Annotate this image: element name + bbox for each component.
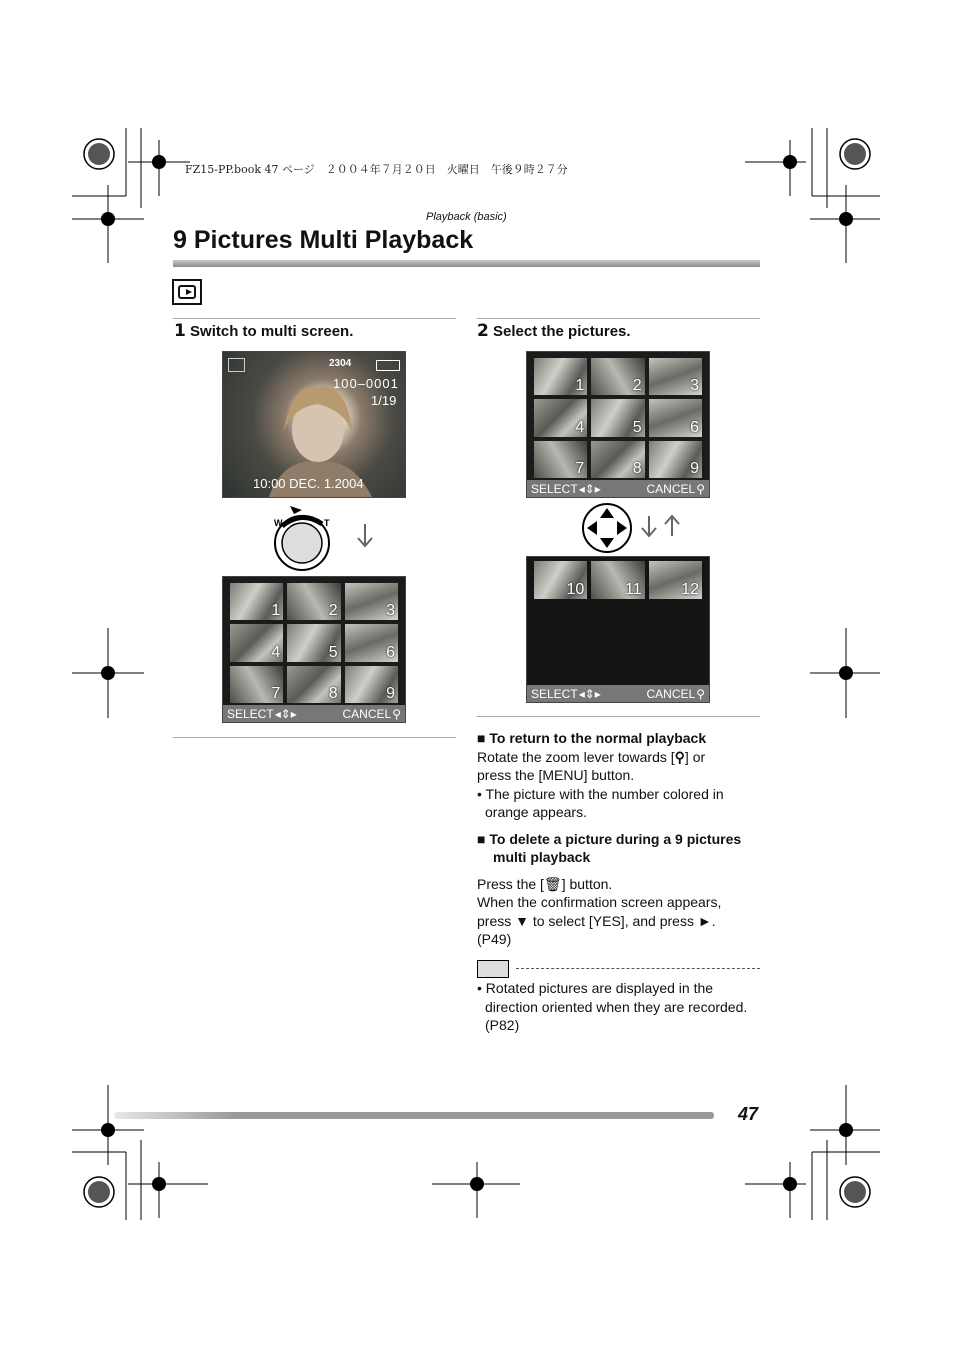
step1-number: 1 [174, 321, 186, 341]
thumbnail-number: 6 [690, 418, 699, 436]
file-number: 100–0001 [333, 376, 399, 391]
select-label: SELECT [531, 686, 578, 701]
memo-block [477, 979, 762, 1035]
step2-heading [477, 321, 631, 341]
delete-line-2: When the confirmation screen appears, [477, 894, 722, 910]
return-text-1: Rotate the zoom lever towards [ [477, 748, 675, 765]
step2-rule [477, 318, 760, 319]
thumbnail[interactable] [591, 399, 644, 436]
delete-line-4: (P49) [477, 931, 512, 947]
thumbnail-number: 1 [271, 602, 281, 620]
date-time: 10:00 DEC. 1.2004 [253, 476, 364, 491]
magnifier-icon: ⚲ [674, 748, 685, 765]
footer-bar [114, 1112, 714, 1119]
screen3-menu-bar [527, 685, 709, 702]
cancel-label: CANCEL [646, 481, 696, 496]
picture-counter: 1/19 [371, 393, 397, 408]
thumbnail-number: 9 [690, 460, 699, 477]
return-heading: To return to the normal playback [489, 730, 707, 746]
thumbnail[interactable] [345, 666, 398, 703]
step1-text: Switch to multi screen. [190, 323, 354, 340]
thumbnail-number: 2 [328, 602, 338, 620]
memo-bullet-1: • Rotated pictures are displayed in the [477, 980, 714, 996]
thumbnail[interactable] [534, 358, 587, 395]
thumbnail[interactable] [534, 561, 587, 599]
thumbnail[interactable] [230, 624, 283, 661]
thumbnail-number: 2 [632, 377, 642, 395]
thumbnail-number: 4 [271, 643, 281, 661]
thumbnail-number: 5 [328, 643, 338, 661]
cursor-button-illustration [580, 502, 690, 554]
thumbnail-number: 7 [271, 685, 281, 702]
delete-line-1b: ] button. [561, 875, 613, 892]
screen2-menu-bar [527, 480, 709, 497]
playback-mode-icon [172, 279, 202, 305]
return-text-row [477, 748, 762, 767]
thumbnail-number: 3 [386, 602, 395, 620]
return-text-2: ] or [684, 748, 706, 765]
thumbnail[interactable] [230, 666, 283, 703]
thumbnail-number: 8 [328, 685, 338, 702]
delete-heading-row: ■ To delete a picture during a 9 pictures [477, 830, 742, 847]
memo-bullet-3: (P82) [485, 1017, 520, 1033]
select-label: SELECT [227, 706, 274, 721]
delete-line-1a: Press the [ [477, 875, 544, 892]
memo-icon [477, 960, 509, 978]
thumbnail-number: 11 [625, 581, 642, 598]
step2-text: Select the pictures. [493, 323, 631, 340]
title-underline [173, 260, 760, 267]
memo-bullet-2: direction oriented when they are recorded. [485, 998, 748, 1015]
thumbnail[interactable] [287, 624, 340, 661]
multi-playback-screen-1 [222, 576, 406, 723]
thumbnail[interactable] [345, 583, 398, 620]
cancel-label: CANCEL [646, 686, 696, 701]
page-number: 47 [738, 1104, 759, 1124]
thumbnail[interactable] [649, 358, 702, 395]
thumbnail[interactable] [534, 441, 587, 478]
thumbnail[interactable] [649, 441, 702, 478]
step1-heading [174, 321, 353, 341]
trash-icon: 🗑 [543, 875, 562, 892]
thumbnail[interactable] [591, 561, 644, 599]
cancel-label: CANCEL [342, 706, 392, 721]
thumbnail-number: 5 [632, 418, 642, 436]
return-text-3: press the [MENU] button. [477, 767, 635, 783]
arrows-icon: ◂⇕▸ [578, 686, 601, 701]
thumbnail[interactable] [649, 561, 702, 599]
thumbnail[interactable] [534, 399, 587, 436]
return-bullet-2: orange appears. [485, 804, 587, 820]
delete-line-3: press ▼ to select [YES], and press ►. [477, 912, 716, 929]
arrows-icon: ◂⇕▸ [274, 706, 297, 721]
magnifier-icon: ⚲ [392, 706, 401, 721]
resolution-badge: 2304 [329, 358, 352, 369]
thumbnail-number: 1 [575, 377, 585, 395]
memo-dashed-line [516, 968, 760, 969]
thumbnail-number: 3 [690, 377, 699, 395]
thumbnail-number: 12 [681, 581, 699, 598]
delete-line-1 [477, 875, 762, 894]
thumbnail[interactable] [230, 583, 283, 620]
multi-playback-screen-3 [526, 556, 710, 703]
delete-heading-2: multi playback [493, 849, 591, 865]
magnifier-icon: ⚲ [696, 686, 705, 701]
thumbnail[interactable] [287, 666, 340, 703]
thumbnail-number: 6 [386, 643, 395, 661]
step2-number: 2 [477, 321, 489, 341]
section-label: Playback (basic) [426, 211, 507, 223]
battery-icon [376, 360, 400, 371]
multi-playback-screen-2 [526, 351, 710, 498]
zoom-w-label: W [274, 518, 283, 528]
thumbnail[interactable] [649, 399, 702, 436]
thumbnail[interactable] [591, 358, 644, 395]
step1-rule [173, 318, 456, 319]
single-playback-screen [222, 351, 406, 498]
thumbnail-number: 9 [386, 685, 395, 702]
notes-block [477, 729, 762, 949]
thumbnail-number: 8 [632, 460, 642, 477]
arrows-icon: ◂⇕▸ [578, 481, 601, 496]
page-title: 9 Pictures Multi Playback [173, 226, 474, 254]
thumbnail-number: 10 [566, 581, 585, 598]
return-heading-row: ■ To return to the normal playback [477, 730, 707, 746]
play-icon [228, 358, 245, 372]
thumbnail[interactable] [287, 583, 340, 620]
thumbnail[interactable] [345, 624, 398, 661]
magnifier-icon: ⚲ [696, 481, 705, 496]
zoom-lever-illustration [260, 502, 380, 582]
zoom-t-label: T [324, 518, 330, 528]
print-header: FZ15-PP.book 47 ページ ２００４年７月２０日 火曜日 午後９時２７分 [185, 163, 568, 176]
screen1-menu-bar [223, 705, 405, 722]
delete-heading-1: To delete a picture during a 9 pictures [489, 830, 742, 847]
return-bullet-1: • The picture with the number colored in [477, 785, 724, 802]
thumbnail[interactable] [591, 441, 644, 478]
thumbnail-number: 7 [575, 460, 585, 477]
notes-rule [477, 716, 760, 717]
thumbnail-number: 4 [575, 418, 585, 436]
select-label: SELECT [531, 481, 578, 496]
step1-bottom-rule [173, 737, 456, 738]
